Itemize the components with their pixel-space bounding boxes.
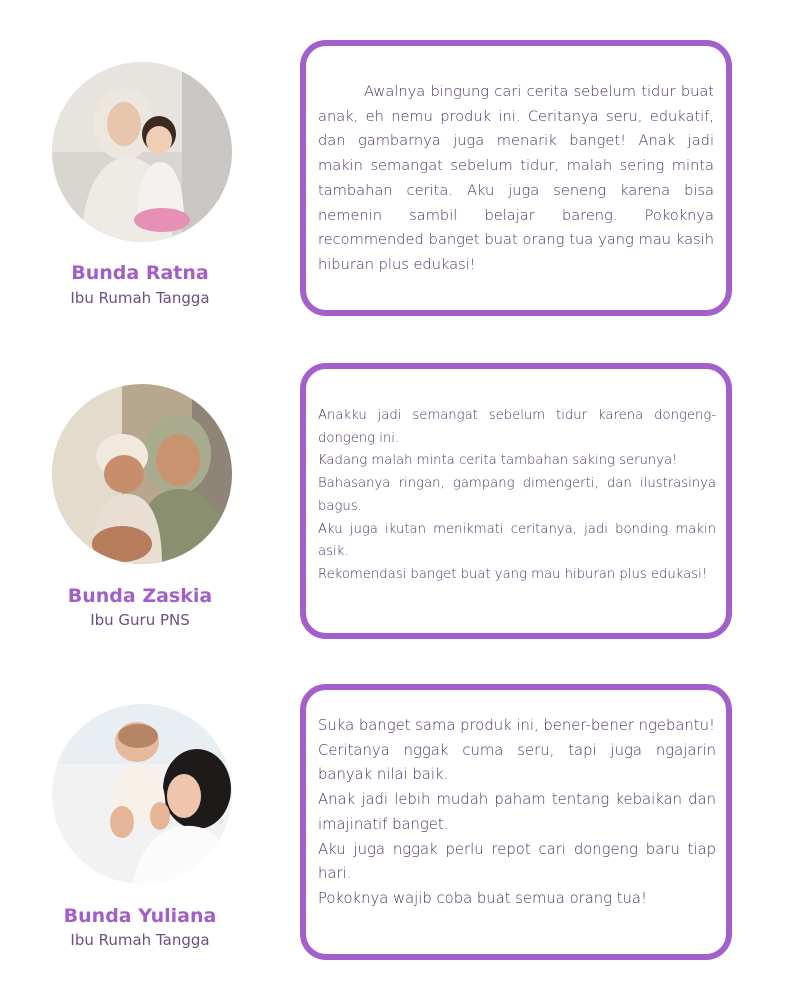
testimonial-line: Pokoknya wajib coba buat semua orang tua! [318, 889, 647, 907]
testimonial-line: Bahasanya ringan, gampang dimengerti, dan ilustrasinya bagus. [318, 476, 716, 514]
testimonial-role: Ibu Rumah Tangga [70, 289, 210, 307]
testimonial-line: Aku juga nggak perlu repot cari dongeng baru tiap hari. [318, 840, 716, 883]
testimonial-text [318, 714, 716, 912]
testimonial-line: Awalnya bingung cari cerita sebelum tidur buat anak, eh nemu produk ini. Ceritanya seru, edukatif, dan gambarnya juga menarik banget! Anak jadi makin semangat sebelum tidur, malah sering minta tambahan cerita. Aku juga seneng karena bisa nemenin sambil belajar bareng. Pokoknya recommended banget buat orang tua yang mau kasih hiburan plus edukasi! [318, 83, 714, 273]
testimonial-role: Ibu Rumah Tangga [70, 931, 210, 949]
mother-lifting-baby-photo-icon [52, 704, 232, 884]
mother-hijab-with-toddler-photo-icon [52, 62, 232, 242]
testimonial-line: Ceritanya nggak cuma seru, tapi juga ngajarin banyak nilai baik. [318, 741, 716, 784]
avatar [52, 62, 232, 242]
testimonial-name: Bunda Zaskia [67, 585, 213, 607]
testimonial-line: Aku juga ikutan menikmati ceritanya, jadi bonding makin asik. [318, 521, 716, 560]
testimonial-line: Anakku jadi semangat sebelum tidur karena dongeng-dongeng ini. [318, 408, 716, 446]
mother-hijab-with-baby-photo-icon [52, 384, 232, 564]
testimonial-role: Ibu Guru PNS [90, 611, 190, 629]
testimonial-line: Suka banget sama produk ini, bener-bener ngebantu! [318, 717, 715, 734]
testimonial-card [300, 684, 732, 960]
testimonial-card [300, 363, 732, 639]
testimonial-text [318, 405, 716, 587]
testimonial-name: Bunda Yuliana [63, 905, 217, 927]
avatar [52, 704, 232, 884]
testimonial-line: Anak jadi lebih mudah paham tentang kebaikan dan imajinatif banget. [318, 791, 716, 833]
testimonial-line: Kadang malah minta cerita tambahan saking serunya! [318, 453, 678, 469]
testimonial-name: Bunda Ratna [71, 262, 209, 284]
testimonial-line: Rekomendasi banget buat yang mau hiburan plus edukasi! [318, 566, 708, 582]
avatar [52, 384, 232, 564]
testimonial-text [318, 80, 714, 278]
testimonial-card [300, 40, 732, 316]
